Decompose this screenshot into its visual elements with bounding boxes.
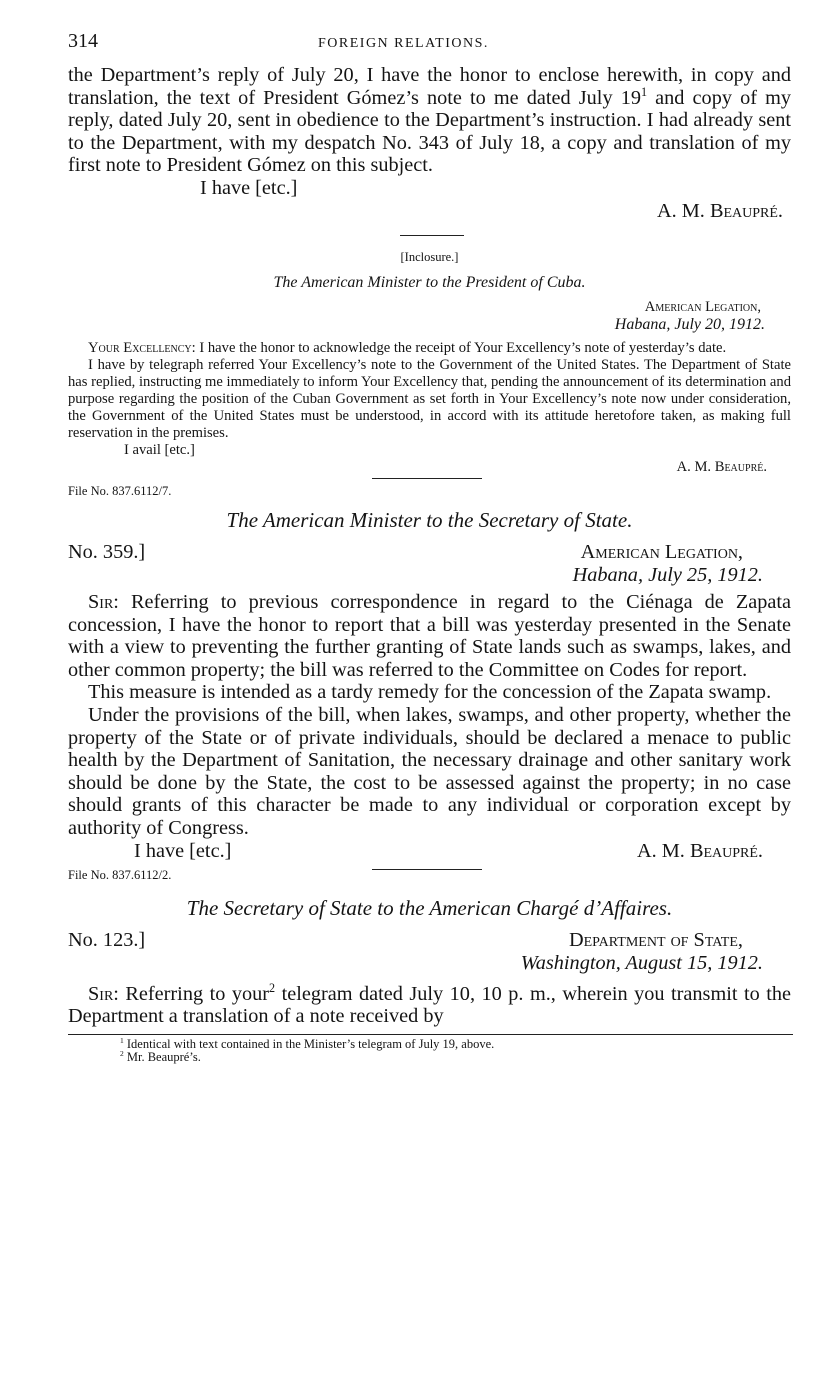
footnote-ref-1: 1 bbox=[640, 84, 648, 99]
opening-text-b: and copy of my reply, dated July 20, sent in obedience to the Department’s instruction. I had already sent to the Department, with my despatch No. 343 of July 18, a copy and translation of my first note to President Gómez on this subject. bbox=[68, 86, 791, 177]
page-number: 314 bbox=[68, 30, 98, 52]
closing-1-text: I have [etc.] bbox=[200, 176, 298, 199]
doc2-legation: American Legation, bbox=[580, 540, 743, 563]
closing-1 bbox=[68, 177, 791, 200]
doc3-para-1-a: : Referring to your bbox=[113, 982, 270, 1005]
doc2-para-1-text: : Referring to previous correspondence in regard to the Ciénaga de Zapata concession, I have the honor to report that a bill was yesterday presented in the Senate with a view to preventing the further granting of State lands such as swamps, lakes, and other common property; the bill was referred to the Committee on Codes for report. bbox=[68, 590, 791, 681]
footnote-2-mark: 2 bbox=[120, 1048, 124, 1058]
doc3-salutation: Sir bbox=[88, 982, 114, 1005]
inclosure-closing: I avail [etc.] bbox=[124, 441, 195, 458]
footnote-ref-2: 2 bbox=[269, 982, 276, 995]
footnotes bbox=[68, 1035, 791, 1064]
doc2-para-3: Under the provisions of the bill, when lakes, swamps, and other property, whether the property of the State or of private individuals, should be declared a menace to public health by the Department of Sanitation, the necessary drainage and other sanitary work should be done by the State, the cost to be assessed against the property; in no case should grants of this character be made to any individual or corporation except by authority of Congress. bbox=[68, 703, 791, 839]
footnote-2 bbox=[120, 1048, 791, 1064]
doc2-number-row bbox=[68, 541, 791, 564]
divider-rule bbox=[400, 235, 464, 236]
inclosure-para-1 bbox=[68, 340, 791, 357]
footnote-rule bbox=[68, 1034, 793, 1035]
file-number-2: File No. 837.6112/7. bbox=[68, 483, 172, 498]
doc2-title: The American Minister to the Secretary of State. bbox=[226, 507, 633, 532]
file-number-3: File No. 837.6112/2. bbox=[68, 867, 172, 882]
inclosure-legation: American Legation, bbox=[644, 298, 761, 315]
doc2-closing: I have [etc.] bbox=[134, 839, 232, 862]
inclosure-para-1-text: : I have the honor to acknowledge the receipt of Your Excellency’s note of yesterday’s date. bbox=[191, 339, 727, 356]
doc3-title: The Secretary of State to the American Chargé d’Affaires. bbox=[186, 895, 673, 920]
doc2-place-date: Habana, July 25, 1912. bbox=[572, 563, 763, 586]
inclosure-place-date: Habana, July 20, 1912. bbox=[614, 315, 765, 333]
doc2-signature: A. M. Beaupré. bbox=[636, 839, 763, 862]
inclosure-signature: A. M. Beaupré. bbox=[676, 458, 767, 475]
opening-text-a: the Department’s reply of July 20, I have the honor to enclose herewith, in copy and translation, the text of President Gómez’s note to me dated July 19 bbox=[68, 64, 791, 109]
doc3-para-1-b: telegram dated July 10, 10 p. m., wherein you transmit to the Department a translation of a note received by bbox=[68, 982, 791, 1028]
divider-rule-2 bbox=[372, 478, 482, 479]
inclosure-label: [Inclosure.] bbox=[400, 249, 459, 264]
inclosure-title: The American Minister to the President of Cuba. bbox=[273, 273, 586, 291]
inclosure-salutation: Your Excellency bbox=[88, 339, 192, 356]
opening-paragraph bbox=[68, 64, 791, 177]
signature-1: A. M. Beaupré. bbox=[656, 199, 783, 222]
doc2-closing-row bbox=[68, 840, 791, 863]
doc3-number: No. 123.] bbox=[68, 928, 146, 951]
doc3-place-date: Washington, August 15, 1912. bbox=[520, 951, 763, 974]
doc3-para-1 bbox=[68, 983, 791, 1028]
page-header bbox=[68, 30, 791, 60]
footnote-1-mark: 1 bbox=[120, 1035, 124, 1045]
running-head: FOREIGN RELATIONS. bbox=[318, 36, 489, 51]
file-row-3 bbox=[68, 867, 791, 883]
doc3-number-row bbox=[68, 929, 791, 952]
doc2-number: No. 359.] bbox=[68, 540, 146, 563]
doc2-salutation: Sir bbox=[88, 590, 114, 613]
footnote-1-text: Identical with text contained in the Minister’s telegram of July 19, above. bbox=[126, 1036, 495, 1051]
doc3-department: Department of State, bbox=[568, 928, 743, 951]
footnote-2-text: Mr. Beaupré’s. bbox=[126, 1049, 201, 1064]
footnote-1 bbox=[120, 1035, 791, 1051]
doc2-para-1 bbox=[68, 591, 791, 681]
divider-rule-3 bbox=[372, 869, 482, 870]
doc2-para-2: This measure is intended as a tardy remedy for the concession of the Zapata swamp. bbox=[88, 681, 772, 704]
inclosure-para-2: I have by telegraph referred Your Excellency’s note to the Government of the United States. The Department of State has replied, instructing me immediately to inform Your Excellency that, pending the announcement of its determination and purpose regarding the position of the Cuban Government as set forth in Your Excellency’s note now under consideration, the Government of the United States must be understood, in accord with its attitude heretofore taken, as making full reservation in the premises. bbox=[68, 356, 791, 441]
